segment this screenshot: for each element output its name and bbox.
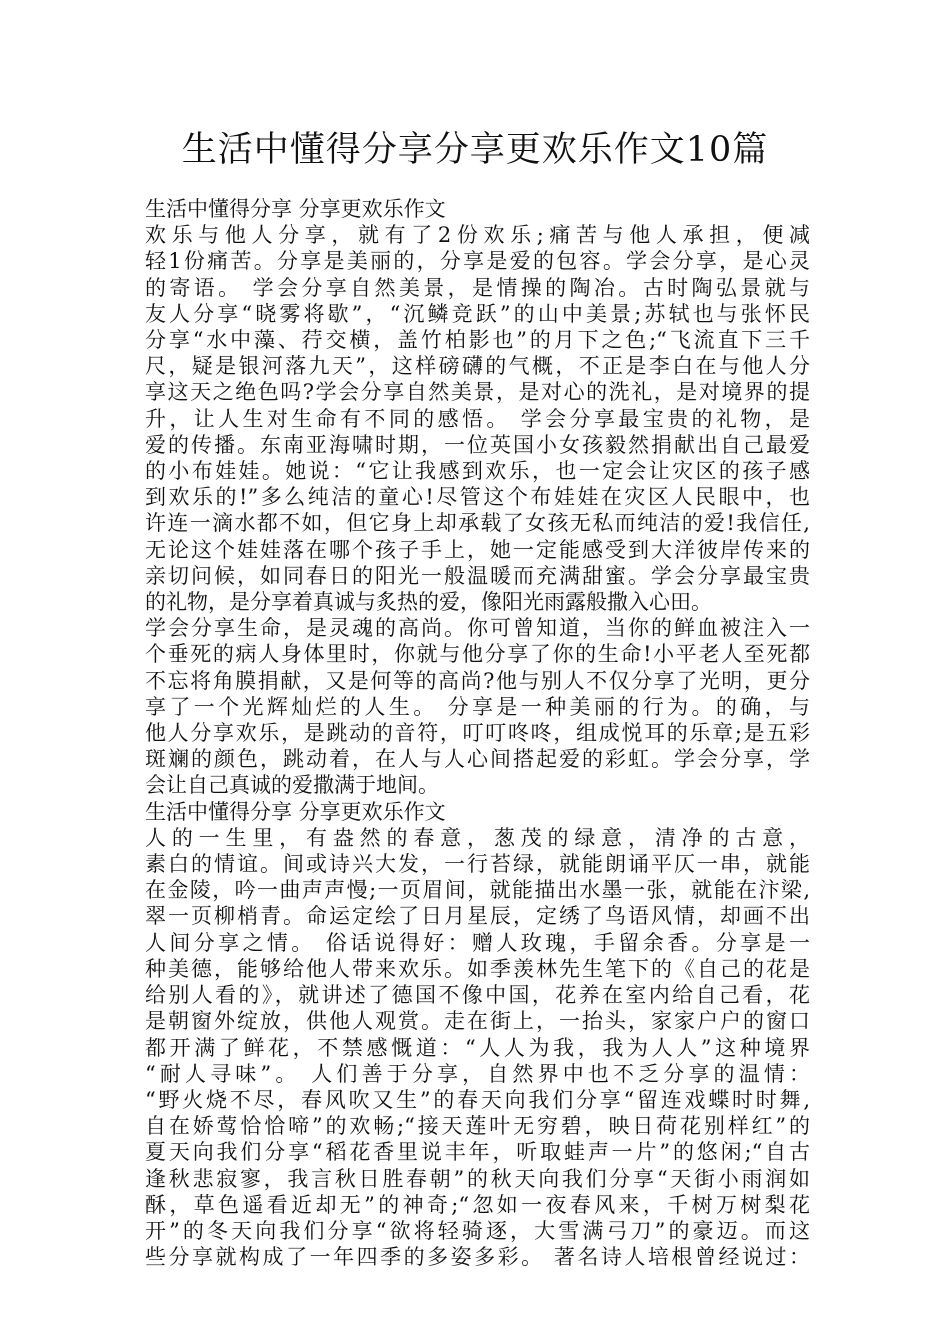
- text-line: 人间分享之情。 俗话说得好：赠人玫瑰，手留余香。分享是一: [145, 930, 810, 955]
- text-line: 自在娇莺恰恰啼”的欢畅;“接天莲叶无穷碧，映日荷花别样红”的: [145, 1114, 810, 1139]
- text-line: 是朝窗外绽放，供他人观赏。走在街上，一抬头，家家户户的窗口: [145, 1009, 810, 1034]
- text-line: 友人分享“晓雾将歇”，“沉鳞竞跃”的山中美景;苏轼也与张怀民: [145, 301, 810, 326]
- text-line: 无论这个娃娃落在哪个孩子手上，她一定能感受到大洋彼岸传来的: [145, 537, 810, 562]
- text-line: 开”的冬天向我们分享“欲将轻骑逐，大雪满弓刀”的豪迈。而这: [145, 1218, 810, 1243]
- text-line: “野火烧不尽，春风吹又生”的春天向我们分享“留连戏蝶时时舞,: [145, 1087, 810, 1112]
- text-line: 生活中懂得分享 分享更欢乐作文: [145, 799, 446, 824]
- text-line: 在金陵，吟一曲声声慢;一页眉间，就能描出水墨一张，就能在汴梁,: [145, 878, 810, 903]
- text-line: 享这天之绝色吗?学会分享自然美景，是对心的洗礼，是对境界的提: [145, 380, 810, 405]
- text-line: 的寄语。 学会分享自然美景，是情操的陶冶。古时陶弘景就与: [145, 275, 810, 300]
- text-line: 生活中懂得分享 分享更欢乐作文: [145, 197, 446, 221]
- text-line: 的小布娃娃。她说：“它让我感到欢乐，也一定会让灾区的孩子感: [145, 459, 810, 484]
- text-line: 的礼物，是分享着真诚与炙热的爱，像阳光雨露般撒入心田。: [145, 590, 712, 615]
- text-line: 素白的情谊。间或诗兴大发，一行苔绿，就能朗诵平仄一串，就能: [145, 852, 810, 877]
- text-line: 不忘将角膜捐献，又是何等的高尚?他与别人不仅分享了光明，更分: [145, 668, 810, 693]
- document-body: [145, 196, 810, 1270]
- text-line: 会让自己真诚的爱撒满于地间。: [145, 773, 439, 798]
- text-line: 分享“水中藻、荇交横，盖竹柏影也”的月下之色;“飞流直下三千: [145, 328, 810, 353]
- text-line: 给别人看的》，就讲述了德国不像中国，花养在室内给自己看，花: [145, 983, 810, 1008]
- text-line: 都开满了鲜花，不禁感慨道：“人人为我，我为人人”这种境界: [145, 1035, 810, 1060]
- text-line: 到欢乐的!”多么纯洁的童心!尽管这个布娃娃在灾区人民眼中，也: [145, 485, 810, 510]
- text-line: 轻1份痛苦。分享是美丽的，分享是爱的包容。学会分享，是心灵: [145, 249, 810, 274]
- text-line: 酥，草色遥看近却无”的神奇;“忽如一夜春风来，千树万树梨花: [145, 1192, 810, 1217]
- text-line: 尺，疑是银河落九天”，这样磅礴的气概，不正是李白在与他人分: [145, 354, 810, 379]
- text-line: 翠一页柳梢青。命运定绘了日月星辰，定绣了鸟语风情，却画不出: [145, 904, 810, 929]
- text-line: 些分享就构成了一年四季的多姿多彩。 著名诗人培根曾经说过：: [145, 1245, 810, 1270]
- text-line: 夏天向我们分享“稻花香里说丰年，听取蛙声一片”的悠闲;“自古: [145, 1140, 810, 1165]
- text-line: 斑斓的颜色，跳动着，在人与人心间搭起爱的彩虹。学会分享，学: [145, 747, 810, 772]
- text-line: 他人分享欢乐，是跳动的音符，叮叮咚咚，组成悦耳的乐章;是五彩: [145, 721, 810, 746]
- text-line: 许连一滴水都不如，但它身上却承载了女孩无私而纯洁的爱!我信任,: [145, 511, 810, 536]
- text-line: 亲切问候，如同春日的阳光一般温暖而充满甜蜜。学会分享最宝贵: [145, 563, 810, 588]
- text-line: 爱的传播。东南亚海啸时期，一位英国小女孩毅然捐献出自己最爱: [145, 432, 810, 457]
- document-title: 生活中懂得分享分享更欢乐作文10篇: [181, 130, 769, 170]
- text-line: “耐人寻味”。 人们善于分享，自然界中也不乏分享的温情：: [145, 1061, 810, 1086]
- text-line: 享了一个光辉灿烂的人生。 分享是一种美丽的行为。的确，与: [145, 694, 810, 719]
- text-line: 人的一生里，有盎然的春意，葱茂的绿意，清净的古意，: [145, 825, 810, 850]
- text-line: 学会分享生命，是灵魂的高尚。你可曾知道，当你的鲜血被注入一: [145, 616, 810, 641]
- text-line: 个垂死的病人身体里时，你就与他分享了你的生命!小平老人至死都: [145, 642, 810, 667]
- text-line: 逢秋悲寂寥，我言秋日胜春朝”的秋天向我们分享“天街小雨润如: [145, 1166, 810, 1191]
- text-line: 种美德，能够给他人带来欢乐。如季羡林先生笔下的《自己的花是: [145, 956, 810, 981]
- text-line: 升，让人生对生命有不同的感悟。 学会分享最宝贵的礼物，是: [145, 406, 810, 431]
- text-line: 欢乐与他人分享，就有了2份欢乐;痛苦与他人承担，便减: [145, 223, 810, 248]
